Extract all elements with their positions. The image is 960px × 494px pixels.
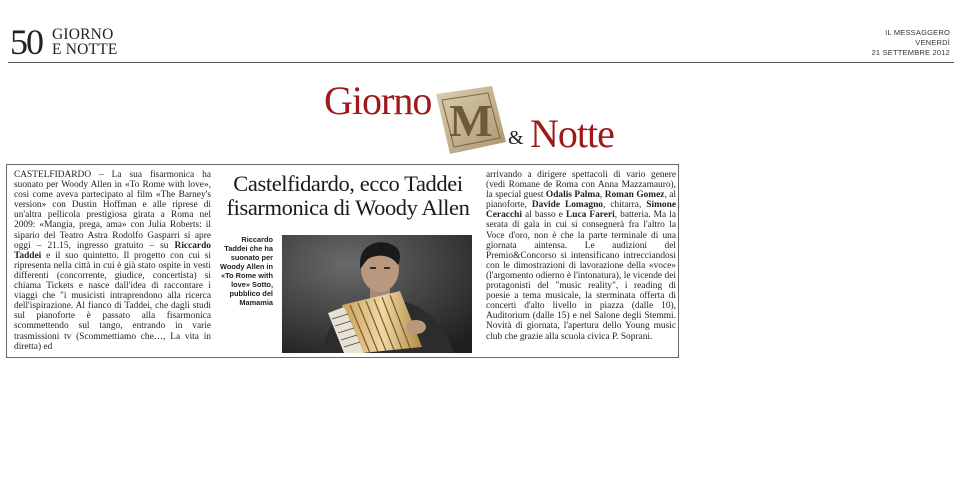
person-name: Simone Ceracchi <box>486 200 676 221</box>
text-run: arrivando a dirigere spettacoli di vario genere (vedi Romane de Roma con Anna Mazzamauro), la special guest <box>486 170 676 201</box>
section-name <box>52 27 118 57</box>
header-rule <box>8 62 954 63</box>
logo-word-notte: Notte <box>530 111 614 156</box>
section-name-line1: GIORNO <box>52 26 114 43</box>
dateline: CASTELFIDARDO <box>14 170 92 180</box>
weekday: VENERDÌ <box>915 38 950 47</box>
issue-date: 21 SETTEMBRE 2012 <box>871 48 950 57</box>
headline-line2: fisarmonica di Woody Allen <box>226 195 470 220</box>
logo-emblem-icon <box>432 84 510 156</box>
text-run: e il suo quintetto. Il progetto con cui si ripresenta nella città in cui è già stato ospite in vesti differenti (concorrente, giudice, concertista) si chiama Tickets e nasce dall'idea di raccontare i viaggi che "i musicisti intraprendono alla ricerca dell'ispirazione. Al fianco di Taddei, che dagli studi sul pianoforte è passato alla fisarmonica scommettendo sul tango, entrando in varie trasmissioni tv (Scommettiamo che…, La vita in diretta) ed <box>14 250 211 352</box>
person-name: Odalis Palma <box>545 190 600 201</box>
text-run: , al pianoforte, <box>486 190 676 211</box>
text-run: , batteria. Ma la serata di gala in cui si consegnerà fra l'altro la Voce d'oro, non è che la parte terminale di una giornata aintensa. Le audizioni del Premio&Concorso si intensificano intrecciandosi con le dimostrazioni di lavorazione della «voce» (l'argomento odierno è l'intonatura), le vicende dei protagonisti del "music reality", i reading di poesie a tema musicale, la sterminata offerta di concerti d'alto livello in piazza (dalle 10), Auditorium (dalle 15) e nel Salone degli Stemmi. Novità di giornata, l'apertura dello Young music club che grazie alla scuola civica P. Soprani. <box>486 210 676 342</box>
text-run: , chitarra, <box>603 200 647 211</box>
text-run: al basso e <box>521 210 566 221</box>
article-paragraph-right <box>486 170 676 342</box>
text-run: , <box>599 190 605 201</box>
article-column-left <box>14 170 211 354</box>
headline-line1: Castelfidardo, ecco Taddei <box>233 171 463 196</box>
photo-caption: Riccardo Taddei che ha suonato per Woody Allen in «To Rome with love» Sotto, pubblico del Mamamia <box>220 235 273 307</box>
logo-word-giorno: Giorno <box>324 78 432 123</box>
text-run: – La sua fisarmonica ha suonato per Woody Allen in «To Rome with love», così come aveva partecipato al film «The Barney's version» con Dustin Hoffman e alle riprese di un'altra pellicola prestigiosa girata a Roma nel 2009: «Mangia, prega, ama» con Julia Roberts: il sipario del Teatro Astra Rodolfo Gasparri si apre oggi – 21.15, ingresso gratuito – su <box>14 170 211 251</box>
article-paragraph-left <box>14 170 211 352</box>
masthead-info <box>872 28 950 58</box>
section-name-line2: E NOTTE <box>52 41 118 58</box>
accordion-player-photo <box>282 235 472 353</box>
page-number: 50 <box>10 22 42 62</box>
emblem-letter: M <box>449 95 493 146</box>
person-name: Riccardo Taddei <box>14 240 211 261</box>
newspaper-name: IL MESSAGGERO <box>885 28 950 37</box>
article-headline <box>215 172 481 220</box>
article-box <box>6 164 679 358</box>
person-name: Luca Fareri <box>565 210 615 221</box>
person-name: Davide Lomagno <box>531 200 603 211</box>
article-column-right <box>486 170 676 354</box>
person-name: Roman Gomez <box>604 190 665 201</box>
logo-ampersand: & <box>508 127 524 149</box>
